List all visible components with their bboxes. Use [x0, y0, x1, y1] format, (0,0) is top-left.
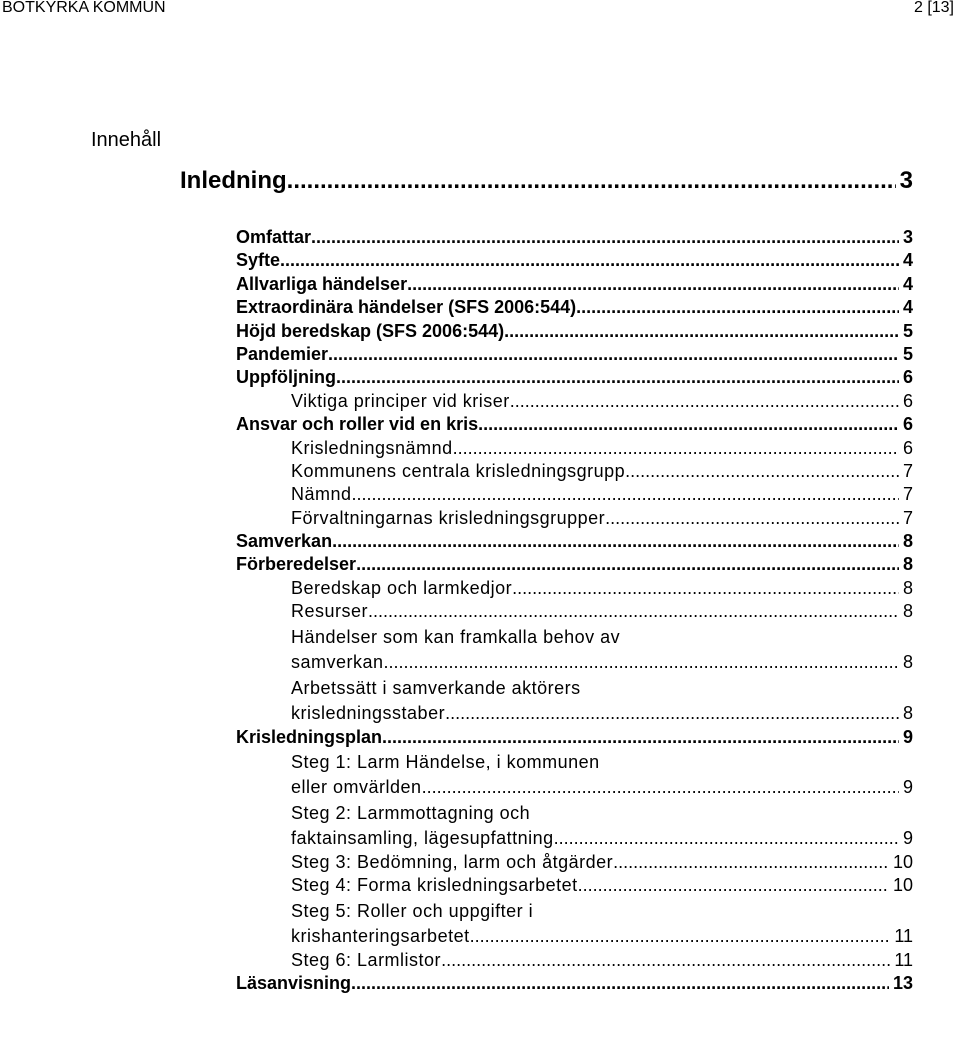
- toc-entry-title: Omfattar: [236, 227, 312, 247]
- toc-entry-title: Beredskap och larmkedjor: [291, 577, 513, 598]
- dot-leader: [356, 553, 899, 576]
- toc-entry[interactable]: [236, 507, 913, 530]
- toc-entry-page-number: 13: [892, 973, 913, 994]
- toc-entry-page-number: 7: [902, 460, 913, 481]
- toc-entry[interactable]: [236, 851, 913, 874]
- dot-leader: [328, 343, 899, 366]
- toc-entry[interactable]: [236, 600, 913, 623]
- toc-entry-title: Steg 6: Larmlistor: [291, 949, 442, 970]
- toc-entry[interactable]: [236, 726, 913, 749]
- dot-leader: [445, 701, 899, 726]
- table-of-contents: [236, 226, 913, 996]
- toc-entry[interactable]: [236, 413, 913, 436]
- toc-entry[interactable]: [236, 226, 913, 249]
- toc-entry-page-number: 3: [902, 227, 913, 247]
- toc-entry-title: Syfte: [236, 250, 281, 271]
- dot-leader: [512, 577, 899, 600]
- toc-entry-page-number: 11: [894, 925, 913, 946]
- toc-entry-page-number: 8: [902, 702, 913, 723]
- dot-leader: [470, 924, 891, 949]
- toc-entry-inledning[interactable]: [180, 165, 913, 197]
- toc-entry[interactable]: [236, 650, 913, 675]
- dot-leader: [578, 874, 889, 897]
- dot-leader: [384, 650, 899, 675]
- toc-entry-title: samverkan: [291, 651, 384, 672]
- toc-entry[interactable]: [236, 874, 913, 897]
- toc-entry-title: Pandemier: [236, 343, 329, 364]
- toc-entry-first-line[interactable]: Steg 2: Larmmottagning och: [291, 803, 531, 824]
- toc-entry-first-line[interactable]: Steg 1: Larm Händelse, i kommunen: [291, 752, 600, 773]
- toc-entry-title: Extraordinära händelser (SFS 2006:544): [236, 297, 577, 318]
- toc-entry-title: Inledning: [180, 167, 287, 194]
- toc-entry[interactable]: [236, 924, 913, 949]
- dot-leader: [554, 826, 899, 851]
- dot-leader: [625, 460, 899, 483]
- toc-entry-title: Förvaltningarnas krisledningsgrupper: [291, 507, 606, 528]
- toc-entry[interactable]: [236, 949, 913, 972]
- toc-entry-title: Allvarliga händelser: [236, 273, 408, 294]
- toc-entry[interactable]: [236, 577, 913, 600]
- toc-entry-page-number: 6: [902, 414, 913, 435]
- toc-entry-page-number: 4: [902, 273, 913, 294]
- toc-entry-title: krisledningsstaber: [291, 702, 446, 723]
- toc-entry-title: Steg 4: Forma krisledningsarbetet: [291, 875, 578, 896]
- toc-entry-title: Resurser: [291, 601, 369, 622]
- toc-entry-page-number: 7: [902, 507, 913, 528]
- toc-entry-title: krishanteringsarbetet: [291, 925, 470, 946]
- dot-leader: [407, 273, 899, 296]
- toc-entry-page-number: 8: [902, 554, 913, 575]
- dot-leader: [368, 600, 899, 623]
- page-header: [0, 0, 960, 20]
- organization-name: BOTKYRKA KOMMUN: [2, 0, 166, 16]
- toc-entry-page-number: 10: [892, 875, 913, 896]
- toc-entry-page-number: 8: [902, 577, 913, 598]
- dot-leader: [441, 949, 890, 972]
- toc-entry[interactable]: [236, 826, 913, 851]
- toc-entry-title: Krisledningsnämnd: [291, 437, 453, 458]
- dot-leader: [453, 437, 899, 460]
- dot-leader: [382, 726, 899, 749]
- dot-leader: [352, 483, 899, 506]
- toc-entry[interactable]: [236, 437, 913, 460]
- toc-entry-title: Steg 3: Bedömning, larm och åtgärder: [291, 852, 614, 873]
- dot-leader: [311, 226, 899, 249]
- toc-entry-page-number: 6: [902, 437, 913, 458]
- toc-entry[interactable]: [236, 343, 913, 366]
- toc-entry[interactable]: [236, 775, 913, 800]
- toc-entry-page-number: 8: [902, 651, 913, 672]
- toc-entry-page-number: 6: [902, 367, 913, 388]
- dot-leader: [510, 390, 899, 413]
- toc-entry[interactable]: [236, 296, 913, 319]
- toc-entry-title: eller omvärlden: [291, 777, 422, 798]
- toc-entry-page-number: 9: [902, 828, 913, 849]
- toc-entry-page-number: 7: [902, 484, 913, 505]
- toc-entry[interactable]: [236, 530, 913, 553]
- toc-entry-first-line[interactable]: Steg 5: Roller och uppgifter i: [291, 900, 534, 921]
- toc-entry[interactable]: [236, 273, 913, 296]
- dot-leader: [605, 507, 899, 530]
- toc-entry-first-line[interactable]: Arbetssätt i samverkande aktörers: [291, 677, 581, 698]
- toc-entry-page-number: 10: [892, 852, 913, 873]
- toc-entry-page-number: 6: [902, 390, 913, 411]
- toc-entry-title: Uppföljning: [236, 367, 336, 388]
- toc-entry[interactable]: [236, 460, 913, 483]
- toc-entry-title: Krisledningsplan: [236, 726, 383, 747]
- toc-entry[interactable]: [236, 390, 913, 413]
- dot-leader: [478, 413, 899, 436]
- dot-leader: [280, 249, 899, 272]
- toc-entry[interactable]: [236, 483, 913, 506]
- toc-entry-title: faktainsamling, lägesupfattning: [291, 828, 554, 849]
- toc-entry-page-number: 5: [902, 320, 913, 341]
- toc-entry[interactable]: [236, 972, 913, 995]
- toc-entry-page-number: 9: [902, 726, 913, 747]
- dot-leader: [336, 366, 899, 389]
- toc-entry-page-number: 11: [894, 949, 913, 970]
- page-indicator: 2 [13]: [913, 0, 954, 16]
- dot-leader: [504, 320, 899, 343]
- toc-entry[interactable]: [236, 366, 913, 389]
- toc-entry-page-number: 5: [902, 343, 913, 364]
- dot-leader: [351, 972, 889, 995]
- dot-leader: [332, 530, 899, 553]
- toc-entry-title: Förberedelser: [236, 554, 357, 575]
- dot-leader: [576, 296, 899, 319]
- toc-entry-title: Läsanvisning: [236, 973, 352, 994]
- toc-entry[interactable]: [236, 553, 913, 576]
- toc-entry-page-number: 3: [899, 167, 913, 194]
- toc-entry-first-line[interactable]: Händelser som kan framkalla behov av: [291, 626, 621, 647]
- toc-entry[interactable]: [236, 701, 913, 726]
- toc-entry-page-number: 4: [902, 250, 913, 271]
- toc-entry-page-number: 9: [902, 777, 913, 798]
- toc-entry-title: Viktiga principer vid kriser: [291, 390, 510, 411]
- toc-entry-title: Ansvar och roller vid en kris: [236, 414, 479, 435]
- toc-entry-title: Nämnd: [291, 484, 352, 505]
- dot-leader: [613, 851, 889, 874]
- toc-entry-title: Kommunens centrala krisledningsgrupp: [291, 460, 626, 481]
- toc-entry-page-number: 8: [902, 531, 913, 552]
- toc-entry-title: Höjd beredskap (SFS 2006:544): [236, 320, 505, 341]
- toc-entry-page-number: 8: [902, 601, 913, 622]
- toc-entry-page-number: 4: [902, 297, 913, 318]
- toc-heading: Innehåll: [91, 129, 162, 151]
- dot-leader: [422, 775, 899, 800]
- toc-entry[interactable]: [236, 320, 913, 343]
- toc-entry-title: Samverkan: [236, 531, 333, 552]
- toc-entry[interactable]: [236, 249, 913, 272]
- dot-leader: [287, 165, 896, 197]
